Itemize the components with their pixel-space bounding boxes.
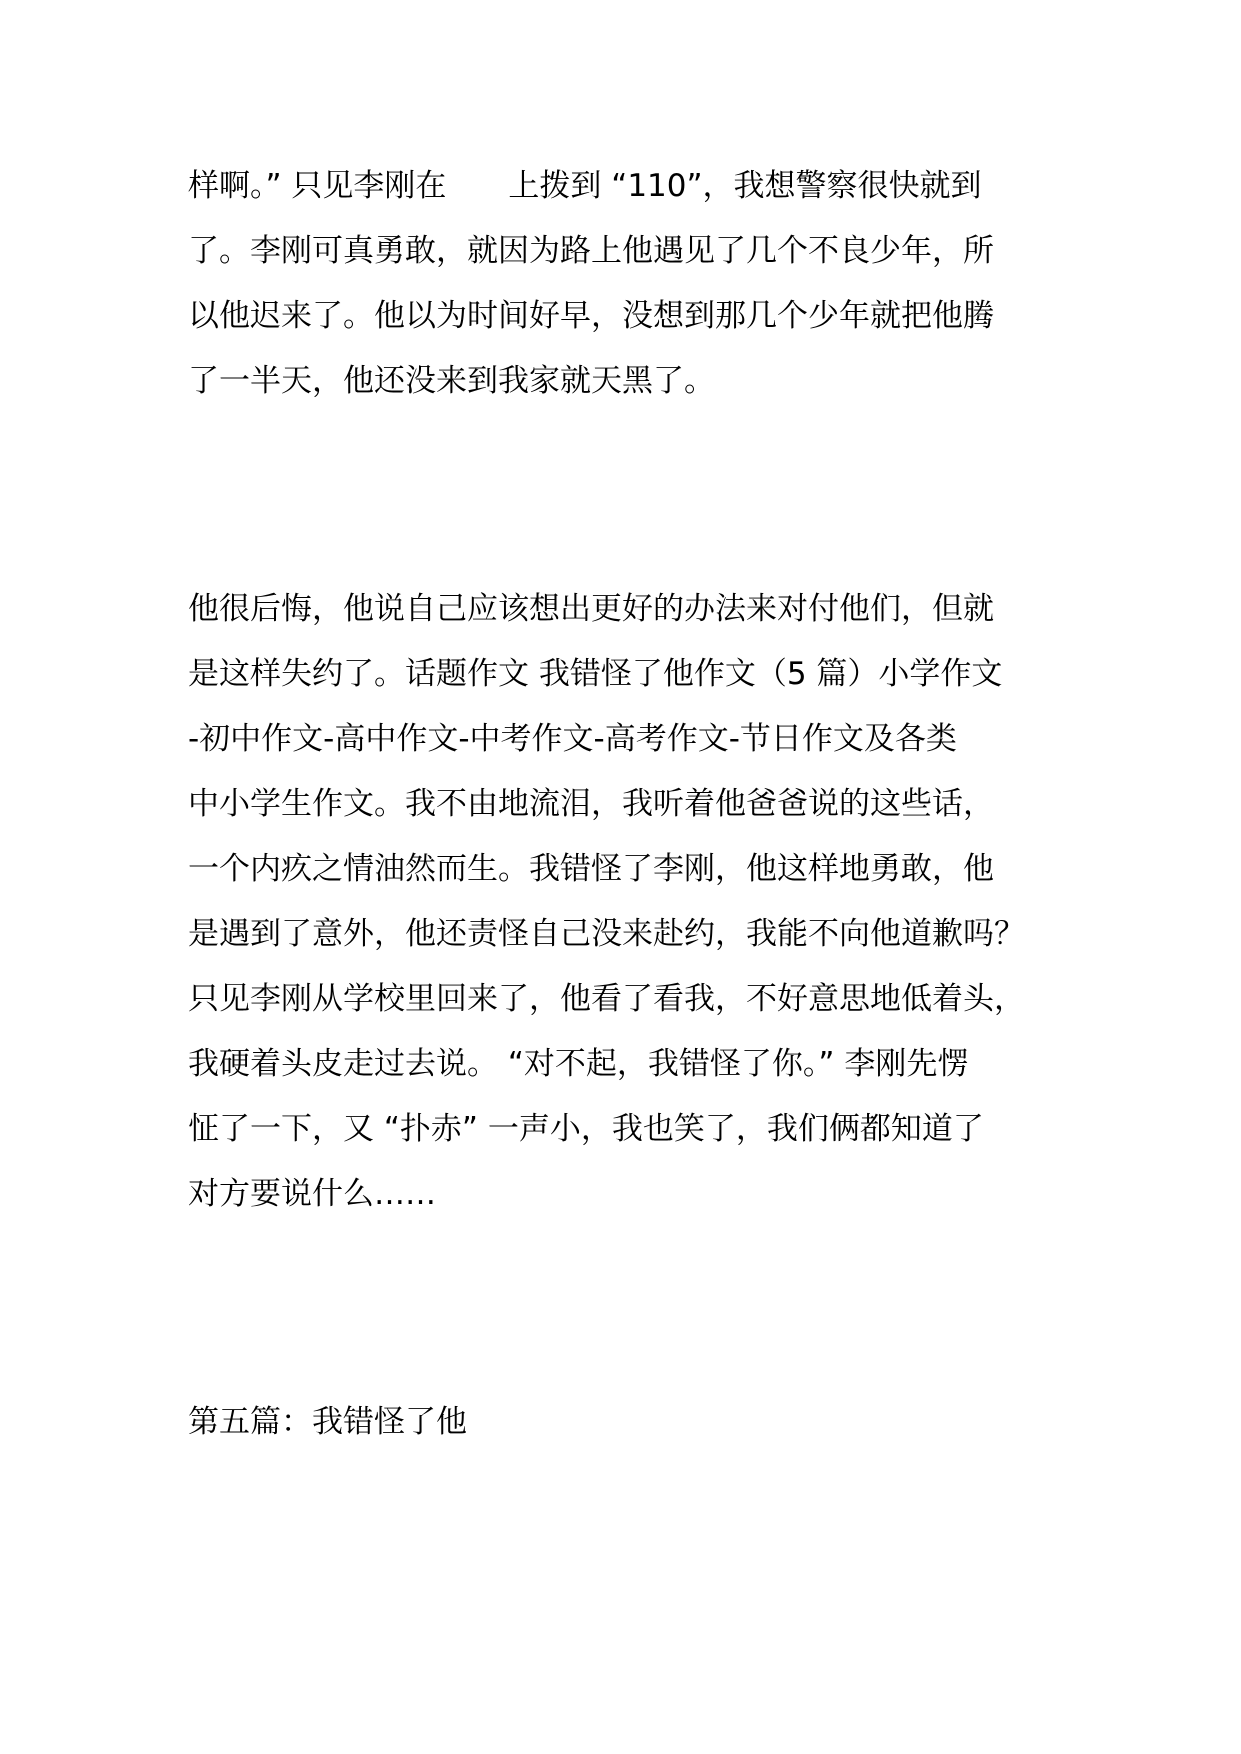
paragraph-2-line-1: 他很后悔，他说自己应该想出更好的办法来对付他们，但就 — [188, 591, 994, 627]
paragraph-1-line-3: 以他迟来了。他以为时间好早，没想到那几个少年就把他腾 — [188, 298, 994, 334]
paragraph-1-line-1: 样啊。” 只见李刚在 上拨到 “110”，我想警察很快就到 — [188, 168, 982, 204]
paragraph-1-line-4: 了一半天，他还没来到我家就天黑了。 — [188, 363, 715, 399]
paragraph-2-line-7: 只见李刚从学校里回来了，他看了看我，不好意思地低着头， — [188, 981, 1025, 1017]
paragraph-2-line-5: 一个内疚之情油然而生。我错怪了李刚，他这样地勇敢，他 — [188, 851, 994, 887]
paragraph-2 — [188, 577, 1068, 1227]
section-heading-5 — [188, 1390, 1068, 1455]
paragraph-2-line-6: 是遇到了意外，他还责怪自己没来赴约，我能不向他道歉吗？ — [188, 916, 1025, 952]
paragraph-2-line-10: 对方要说什么…… — [188, 1176, 436, 1212]
section-heading-5-text: 第五篇：我错怪了他 — [188, 1404, 467, 1440]
paragraph-2-line-3: -初中作文-高中作文-中考作文-高考作文-节日作文及各类 — [188, 721, 957, 757]
paragraph-2-line-9: 怔了一下，又 “扑赤” 一声小，我也笑了，我们俩都知道了 — [188, 1111, 984, 1147]
paragraph-1-line-2: 了。李刚可真勇敢，就因为路上他遇见了几个不良少年，所 — [188, 233, 994, 269]
paragraph-1 — [188, 154, 1068, 414]
paragraph-2-line-4: 中小学生作文。我不由地流泪，我听着他爸爸说的这些话， — [188, 786, 994, 822]
paragraph-2-line-2: 是这样失约了。话题作文 我错怪了他作文（5 篇）小学作文 — [188, 656, 1003, 692]
paragraph-2-line-8: 我硬着头皮走过去说。 “对不起，我错怪了你。” 李刚先愣 — [188, 1046, 969, 1082]
